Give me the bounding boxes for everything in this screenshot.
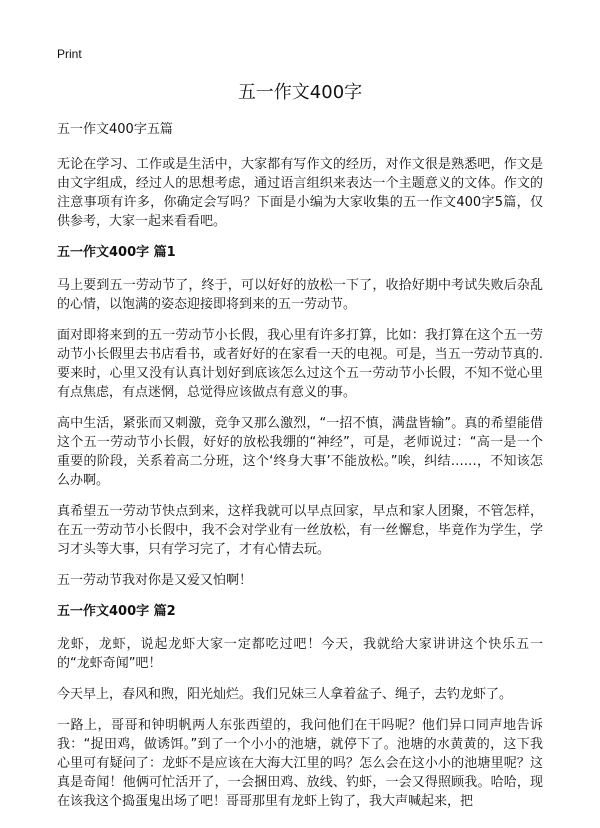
article-body (57, 120, 543, 823)
section-heading: 五一作文400字 篇2 (57, 604, 176, 619)
print-link[interactable]: Print (57, 47, 82, 61)
article-subtitle: 五一作文400字五篇 (57, 122, 173, 137)
paragraph: 高中生活，紧张而又刺激，竞争又那么激烈，“一招不慎，满盘皆输”。真的希望能借这个五一劳动节小长假，好好的放松我绷的“神经”，可是，老师说过：“高一是一个重要的阶段，关系着高二分班，这个‘终身大事’不能放松。”唉，纠结……，不知该怎么办啊。 (57, 416, 544, 488)
paragraph: 真希望五一劳动节快点到来，这样我就可以早点回家，早点和家人团聚，不管怎样，在五一劳动节小长假中，我不会对学业有一丝放松，有一丝懈怠，毕竟作为学生，学习才头等大事，只有学习完了，才有心情去玩。 (57, 504, 543, 557)
page-title: 五一作文400字 (237, 82, 363, 103)
paragraph: 面对即将来到的五一劳动节小长假，我心里有许多打算，比如：我打算在这个五一劳动节小长假里去书店看书，或者好好的在家看一天的电视。可是，当五一劳动节真的.要来时，心里又没有认真计划好到底该怎么过这个五一劳动节小长假，不知不觉心里有点焦虑，有点迷惘，总觉得应该做点有意义的事。 (57, 328, 543, 400)
paragraph: 今天早上，春风和煦，阳光灿烂。我们兄妹三人拿着盆子、绳子，去钓龙虾了。 (57, 687, 513, 702)
paragraph: 马上要到五一劳动节了，终于，可以好好的放松一下了，收拾好期中考试失败后杂乱的心情，以饱满的姿态迎接即将到来的五一劳动节。 (57, 278, 543, 312)
paragraph: 五一劳动节我对你是又爱又怕啊！ (57, 573, 253, 588)
section-heading: 五一作文400字 篇1 (57, 245, 176, 260)
intro-paragraph: 无论在学习、工作或是生活中，大家都有写作文的经历，对作文很是熟悉吧，作文是由文字组成，经过人的思想考虑，通过语言组织来表达一个主题意义的文体。作文的注意事项有许多，你确定会写吗？下面是小编为大家收集的五一作文400字5篇，仅供参考，大家一起来看看吧。 (57, 157, 543, 229)
paragraph: 龙虾，龙虾，说起龙虾大家一定都吃过吧！今天，我就给大家讲讲这个快乐五一的“龙虾奇闻”吧！ (57, 637, 543, 671)
paragraph: 一路上，哥哥和钟明帆两人东张西望的，我问他们在干吗呢？他们异口同声地告诉我：“捉田鸡，做诱饵。”到了一个小小的池塘，就停下了。池塘的水黄黄的，这下我心里可有疑问了：龙虾不是应该在大海大江里的吗？怎么会在这小小的池塘里呢？这真是奇闻！他俩可忙活开了，一会捆田鸡、放线、钓虾，一会又得照顾我。哈哈，现在该我这个捣蛋鬼出场了吧！哥哥那里有龙虾上钩了，我大声喊起来，把 (57, 718, 543, 809)
